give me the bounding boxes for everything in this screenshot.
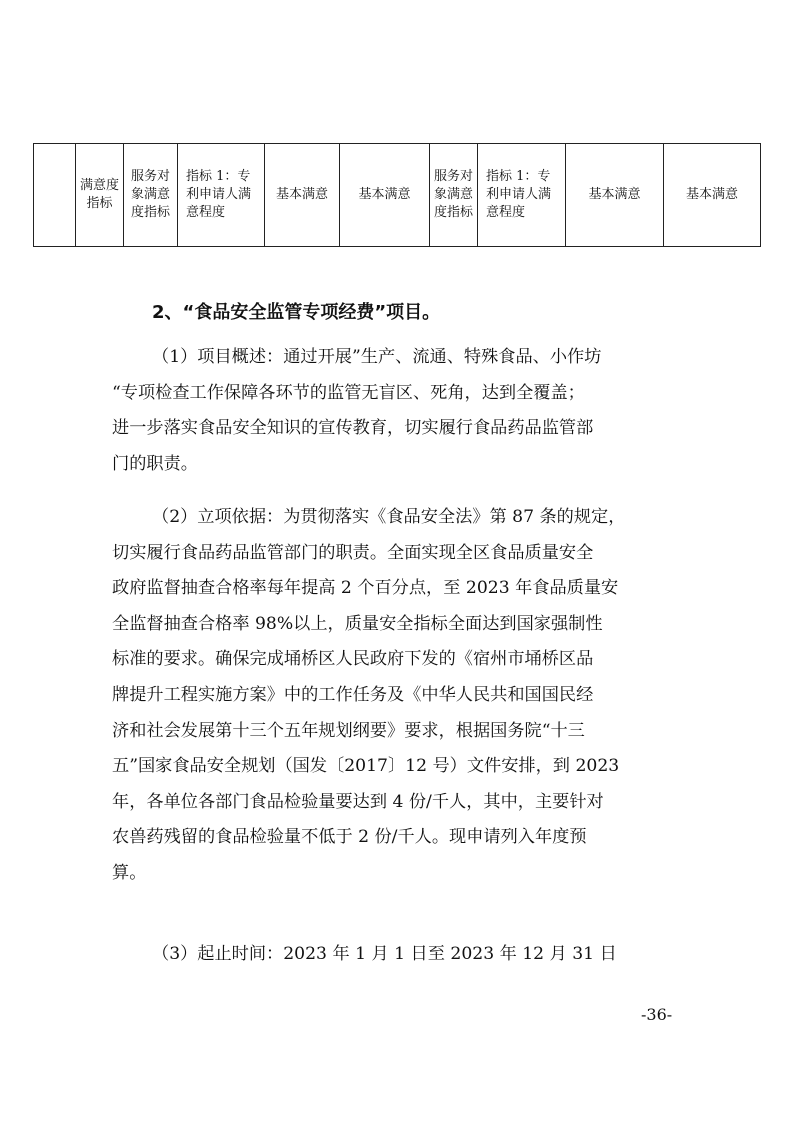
table-cell: 指标 1：专利申请人满意程度 bbox=[478, 144, 566, 247]
text-line: （3）起止时间：2023 年 1 月 1 日至 2023 年 12 月 31 日 bbox=[152, 944, 617, 964]
indicator-table bbox=[33, 143, 761, 247]
table-cell: 服务对象满意度指标 bbox=[124, 144, 178, 247]
text-line: 全监督抽查合格率 98%以上，质量安全指标全面达到国家强制性 bbox=[112, 613, 603, 634]
text-line: 政府监督抽查合格率每年提高 2 个百分点，至 2023 年食品质量安 bbox=[112, 578, 619, 599]
section-heading: 2、“食品安全监管专项经费”项目。 bbox=[152, 302, 441, 323]
text-line: 农兽药残留的食品检验量不低于 2 份/千人。现申请列入年度预 bbox=[112, 827, 587, 848]
paragraph-overview bbox=[112, 340, 692, 482]
text-line: 牌提升工程实施方案》中的工作任务及《中华人民共和国国民经 bbox=[112, 684, 594, 705]
text-line: 标准的要求。确保完成埇桥区人民政府下发的《宿州市埇桥区品 bbox=[112, 649, 594, 670]
table-cell: 服务对象满意度指标 bbox=[430, 144, 478, 247]
table-cell: 基本满意 bbox=[566, 144, 664, 247]
text-line: 切实履行食品药品监管部门的职责。全面实现全区食品质量安全 bbox=[112, 542, 594, 563]
paragraph-basis bbox=[112, 500, 692, 892]
text-line: 算。 bbox=[112, 862, 147, 883]
text-line: （1）项目概述：通过开展”生产、流通、特殊食品、小作坊 bbox=[152, 347, 602, 367]
table-cell bbox=[34, 144, 76, 247]
text-line: 门的职责。 bbox=[112, 453, 198, 474]
table-cell: 满意度指标 bbox=[76, 144, 124, 247]
text-line: （2）立项依据：为贯彻落实《食品安全法》第 87 条的规定， bbox=[152, 507, 626, 527]
table-row bbox=[34, 144, 761, 247]
table-cell: 指标 1：专利申请人满意程度 bbox=[178, 144, 265, 247]
text-line: “专项检查工作保障各环节的监管无盲区、死角，达到全覆盖； bbox=[112, 382, 585, 403]
page-number: -36- bbox=[641, 1005, 673, 1024]
text-line: 进一步落实食品安全知识的宣传教育，切实履行食品药品监管部 bbox=[112, 418, 594, 439]
text-line: 济和社会发展第十三个五年规划纲要》要求，根据国务院“十三 bbox=[112, 720, 585, 741]
table-cell: 基本满意 bbox=[265, 144, 340, 247]
table-cell: 基本满意 bbox=[664, 144, 761, 247]
text-line: 五”国家食品安全规划（国发〔2017〕12 号）文件安排，到 2023 bbox=[112, 756, 620, 777]
paragraph-period bbox=[112, 937, 692, 973]
text-line: 年，各单位各部门食品检验量要达到 4 份/千人，其中，主要针对 bbox=[112, 791, 604, 812]
table-cell: 基本满意 bbox=[340, 144, 430, 247]
